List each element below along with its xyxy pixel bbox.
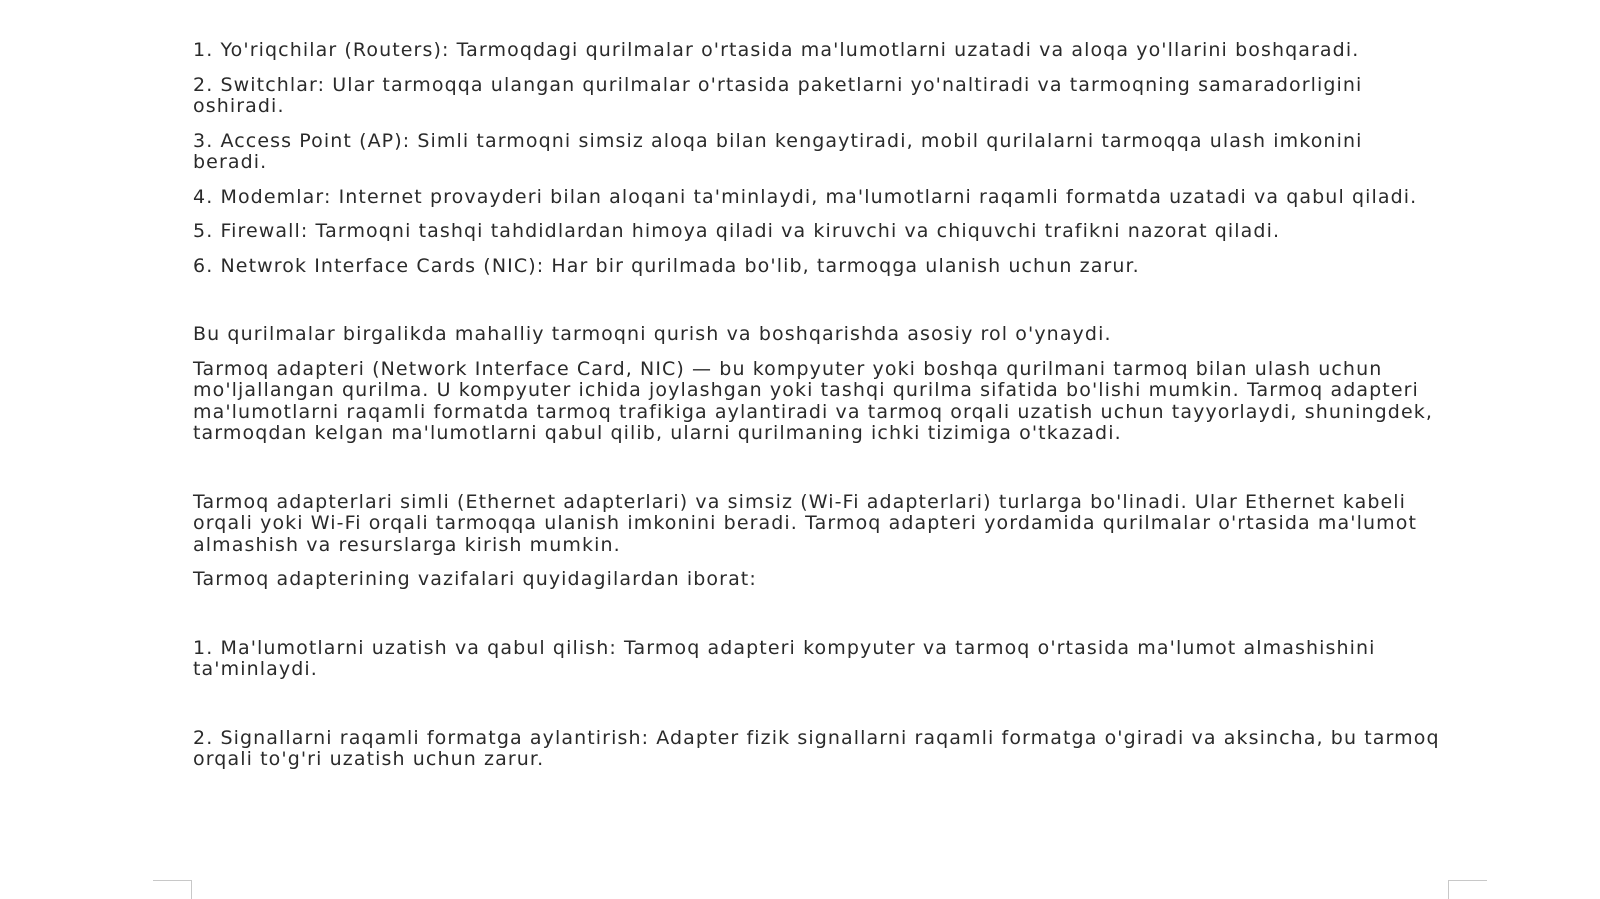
- list-item-firewall: 5. Firewall: Tarmoqni tashqi tahdidlardan himoya qiladi va kiruvchi va chiquvchi trafikni nazorat qiladi.: [193, 220, 1281, 242]
- summary-paragraph: Bu qurilmalar birgalikda mahalliy tarmoqni qurish va boshqarishda asosiy rol o'ynaydi.: [193, 323, 1112, 345]
- document-body: [193, 40, 1443, 771]
- list-item-modems: 4. Modemlar: Internet provayderi bilan aloqani ta'minlaydi, ma'lumotlarni raqamli formatda uzatadi va qabul qiladi.: [193, 185, 1418, 208]
- list-item-access-point: 3. Access Point (AP): Simli tarmoqni simsiz aloqa bilan kengaytiradi, mobil qurilalarni tarmoqqa ulash imkonini beradi.: [193, 129, 1363, 173]
- list-item-nic: 6. Netwrok Interface Cards (NIC): Har bir qurilmada bo'lib, tarmoqga ulanish uchun zarur.: [193, 254, 1140, 277]
- function-item-2: 2. Signallarni raqamli formatga aylantirish: Adapter fizik signallarni raqamli formatga o'giradi va aksincha, bu tarmoq orqali to'g'ri uzatish uchun zarur.: [193, 726, 1440, 770]
- list-item-routers: 1. Yo'riqchilar (Routers): Tarmoqdagi qurilmalar o'rtasida ma'lumotlarni uzatadi va aloqa yo'llarini boshqaradi.: [193, 39, 1360, 61]
- adapter-types-paragraph: Tarmoq adapterlari simli (Ethernet adapterlari) va simsiz (Wi-Fi adapterlari) turlarga bo'linadi. Ular Ethernet kabeli orqali yoki Wi-Fi orqali tarmoqqa ulanish imkonini beradi. Tarmoq adapteri yordamida qurilmalar o'rtasida ma'lumot almashish va resurslarga kirish mumkin.: [193, 490, 1417, 556]
- functions-heading: Tarmoq adapterining vazifalari quyidagilardan iborat:: [193, 568, 757, 590]
- nic-paragraph: Tarmoq adapteri (Network Interface Card, NIC) — bu kompyuter yoki boshqa qurilmani tarmoq bilan ulash uchun mo'ljallangan qurilma. U kompyuter ichida joylashgan yoki tashqi qurilma sifatida bo'lishi mumkin. Tarmoq adapteri ma'lumotlarni raqamli formatda tarmoq trafikiga aylantiradi va tarmoq orqali uzatish uchun tayyorlaydi, shuningdek, tarmoqdan kelgan ma'lumotlarni qabul qilib, ularni qurilmaning ichki tizimiga o'tkazadi.: [193, 357, 1434, 444]
- page-corner-mark-right: [1448, 880, 1487, 899]
- page-corner-mark-left: [153, 880, 192, 899]
- function-item-1: 1. Ma'lumotlarni uzatish va qabul qilish: Tarmoq adapteri kompyuter va tarmoq o'rtasida ma'lumot almashishini ta'minlaydi.: [193, 636, 1376, 680]
- list-item-switches: 2. Switchlar: Ular tarmoqqa ulangan qurilmalar o'rtasida paketlarni yo'naltiradi va tarmoqning samaradorligini oshiradi.: [193, 73, 1363, 117]
